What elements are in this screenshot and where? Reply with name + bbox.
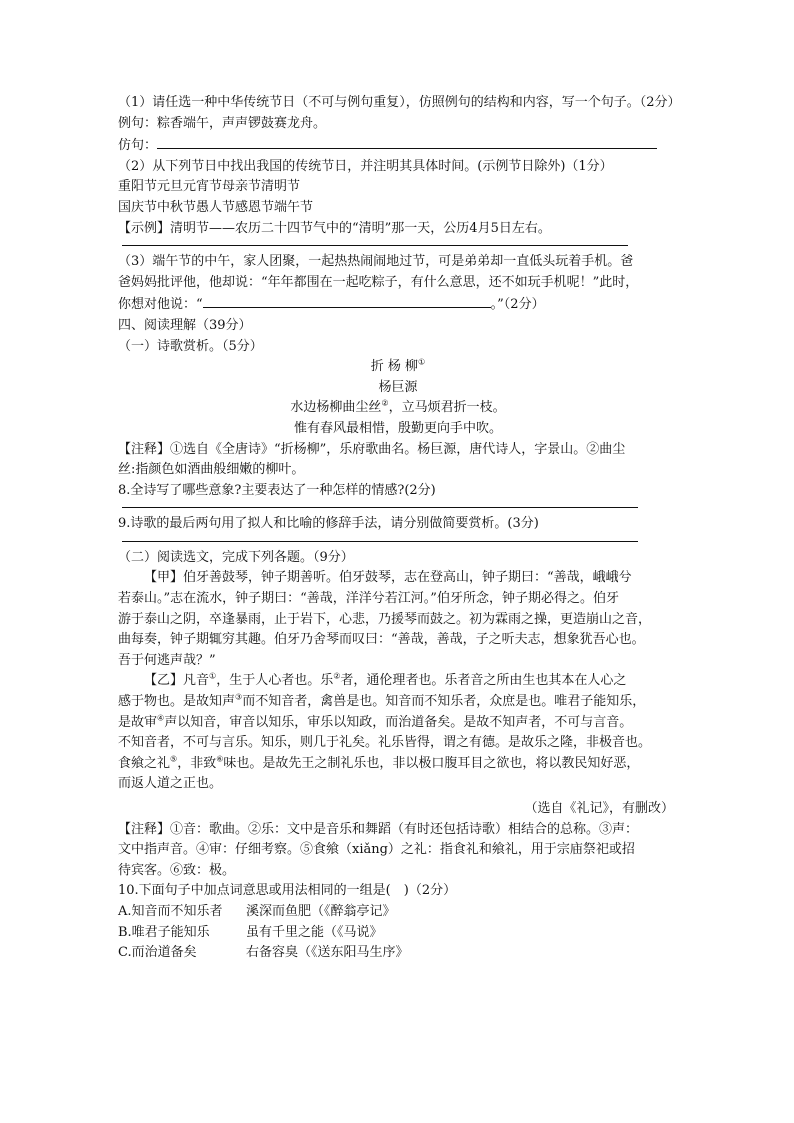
notes2-line-1: 【注释】①音：歌曲。②乐：文中是音乐和舞蹈（有时还包括诗歌）相结合的总称。③声：: [118, 821, 639, 837]
yi-line-6: 而返人道之正也。: [118, 776, 223, 792]
q1-imitate-row: [118, 134, 678, 157]
poem-title: 折 杨 柳①: [370, 357, 426, 375]
poem-note-2: 丝:指颜色如酒曲般细嫩的柳叶。: [118, 462, 305, 478]
q9-answer-line[interactable]: [122, 541, 638, 542]
q2-festival-list-2: 国庆节中秋节愚人节感恩节端午节: [118, 199, 314, 215]
q3-answer-blank[interactable]: [203, 293, 491, 308]
q3-text-2: 爸妈妈批评他，他却说：“年年都围在一起吃粽子，有什么意思，还不如玩手机呢！”此时，: [118, 274, 639, 290]
yi-line-4: 不知音者，不可与言乐。知乐，则几于礼矣。礼乐皆得，谓之有德。是故乐之隆，非极音也。: [118, 735, 652, 751]
poem-line-1: 水边杨柳曲尘丝②，立马烦君折一枝。: [290, 398, 506, 416]
poem-line-2: 惟有春风最相惜，殷勤更向手中吹。: [293, 420, 502, 436]
notes2-line-2: 文中指声音。④审：仔细考察。⑤食飨（xiǎng）之礼：指食礼和飨礼，用于宗庙祭祀或招: [118, 842, 635, 858]
yi-line-5: 食飨之礼⑤，非致⑥味也。是故先王之制礼乐也，非以极口腹耳目之欲也，将以教民知好恶，: [118, 754, 640, 771]
yi-line-1: 【乙】凡音①，生于人心者也。乐②者，通伦理者也。乐者音之所由生也其本在人心之: [144, 672, 627, 689]
poem-title-note: ①: [418, 357, 426, 367]
jia-line-1: 【甲】伯牙善鼓琴，钟子期善听。伯牙鼓琴，志在登高山，钟子期曰：“善哉，峨峨兮: [144, 570, 632, 586]
q10-stem: 10.下面句子中加点词意思或用法相同的一组是( )（2分）: [118, 883, 457, 899]
q2-festival-list-1: 重阳节元旦元宵节母亲节清明节: [118, 179, 301, 195]
source-citation: （选自《礼记》，有删改）: [524, 801, 674, 816]
q2-answer-line[interactable]: [122, 245, 628, 246]
q1-example: 例句：粽香端午，声声锣鼓赛龙舟。: [118, 115, 327, 131]
q9-stem: 9.诗歌的最后两句用了拟人和比喻的修辞手法，请分别做简要赏析。(3分): [118, 516, 539, 532]
q3-text-1: （3）端午节的中午，家人团聚，一起热热闹闹地过节，可是弟弟却一直低头玩着手机。爸: [118, 254, 634, 270]
jia-line-3: 游于泰山之阴，卒逢暴雨，止于岩下，心悲，乃援琴而鼓之。初为霖雨之操，更造崩山之音，: [118, 611, 652, 627]
poem-author: 杨巨源: [378, 379, 418, 395]
q3-text-3: 你想对他说：“ 。”（2分）: [118, 293, 678, 316]
section4-title: 四、阅读理解（39分）: [118, 317, 252, 333]
q10-option-c[interactable]: C.而治道备矣 右备容臭（《送东阳马生序》: [118, 945, 409, 961]
q1-imitate-label: 仿句：: [118, 138, 158, 154]
q10-option-a[interactable]: A.知音而不知乐者 溪深而鱼肥（《醉翁亭记》: [118, 903, 396, 919]
yi-line-2: 感于物也。是故知声③而不知音者，禽兽是也。知音而不知乐者，众庶是也。唯君子能知乐，: [118, 692, 646, 710]
yi-line-3: 是故审④声以知音，审音以知乐，审乐以知政，而治道备矣。是故不知声者，不可与言音。: [118, 713, 633, 730]
poem-note-1: 【注释】①选自《全唐诗》“折杨柳”，乐府歌曲名。杨巨源，唐代诗人，字景山。②曲尘: [118, 441, 626, 457]
jia-line-4: 曲每奏，钟子期辄穷其趣。伯牙乃舍琴而叹曰：“善哉，善哉，子之听夫志，想象犹吾心也。: [118, 632, 645, 648]
jia-line-2: 若泰山。”志在流水，钟子期曰：“善哉，洋洋兮若江河。”伯牙所念，钟子期必得之。伯牙: [118, 591, 619, 607]
q2-sample: 【示例】清明节——农历二十四节气中的“清明”那一天，公历4月5日左右。: [118, 220, 551, 236]
q8-stem: 8.全诗写了哪些意象?主要表达了一种怎样的情感?(2分): [118, 482, 436, 498]
q10-option-b[interactable]: B.唯君子能知乐 虽有千里之能（《马说》: [118, 924, 383, 940]
part1-title: （一）诗歌赏析。（5分）: [118, 338, 263, 354]
q1-answer-blank[interactable]: [157, 134, 657, 149]
part2-title: （二）阅读选文，完成下列各题。（9分）: [118, 549, 354, 565]
exam-page: [118, 93, 681, 964]
q2-stem: （2）从下列节日中找出我国的传统节日，并注明其具体时间。(示例节日除外)（1分）: [118, 158, 613, 174]
q8-answer-line[interactable]: [122, 507, 638, 508]
q1-stem: （1）请任选一种中华传统节日（不可与例句重复），仿照例句的结构和内容，写一个句子。（2分）: [118, 95, 681, 110]
jia-line-5: 吾于何逃声哉？”: [118, 652, 216, 668]
notes2-line-3: 待宾客。⑥致：极。: [118, 862, 236, 878]
